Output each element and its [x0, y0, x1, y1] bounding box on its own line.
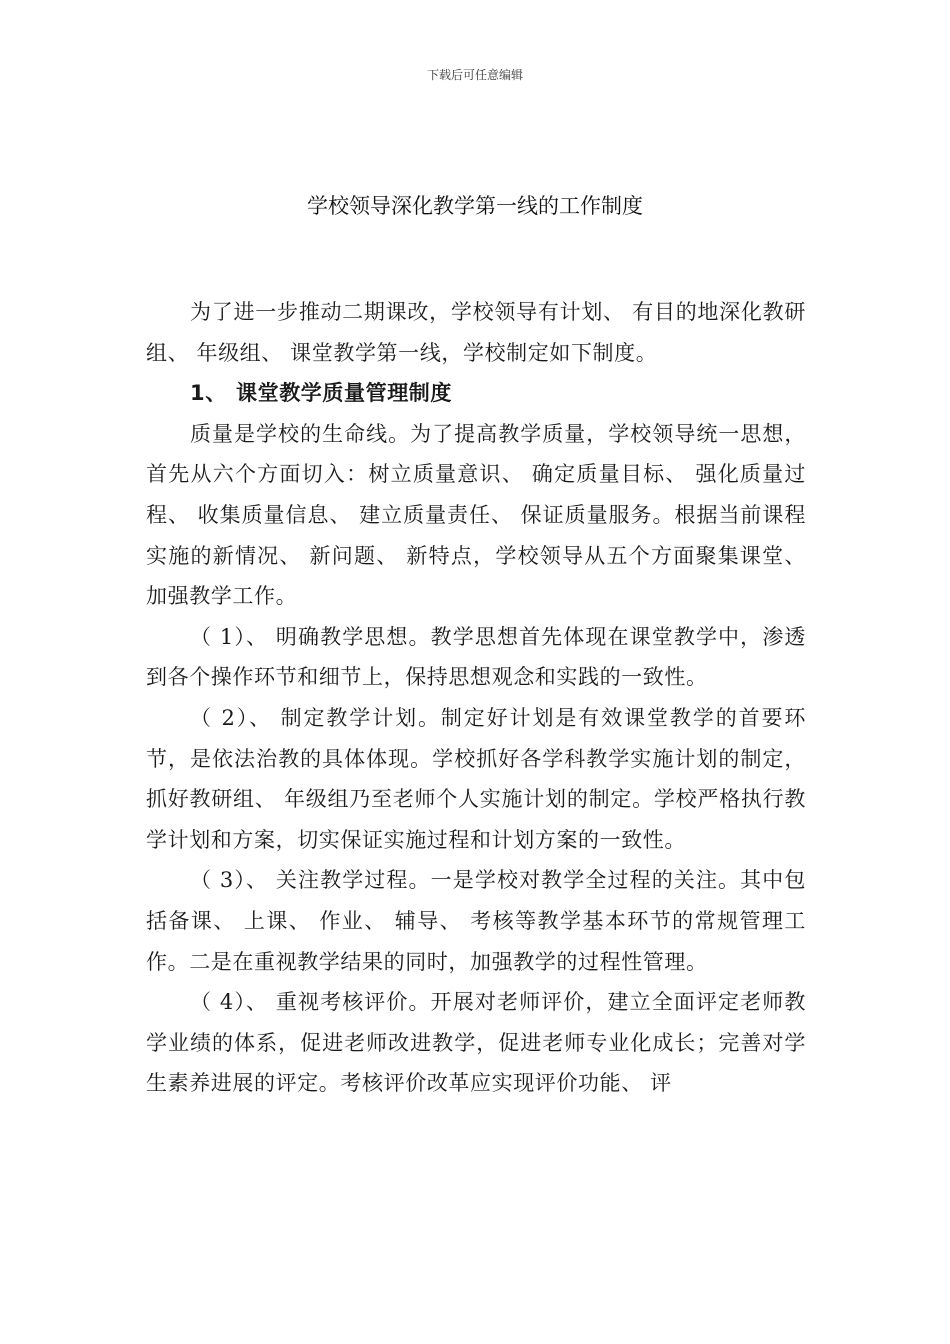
body-paragraph: （ 2）、 制定教学计划。制定好计划是有效课堂教学的首要环节，是依法治教的具体体现。学校抓好各学科教学实施计划的制定，抓好教研组、 年级组乃至老师个人实施计划的制定。学校严格执行教学计划和方案，切实保证实施过程和计划方案的一致性。	[146, 705, 806, 852]
section-heading	[146, 373, 806, 414]
body-paragraph: （ 1）、 明确教学思想。教学思想首先体现在课堂教学中，渗透到各个操作环节和细节上，保持思想观念和实践的一致性。	[146, 624, 806, 690]
header-note: 下载后可任意编辑	[426, 68, 523, 82]
section-number: 1、	[190, 381, 227, 406]
section-title: 课堂教学质量管理制度	[236, 381, 452, 406]
body-paragraph: 质量是学校的生命线。为了提高教学质量，学校领导统一思想，首先从六个方面切入：树立质量意识、 确定质量目标、 强化质量过程、 收集质量信息、 建立质量责任、 保证质量服务。根据当前课程实施的新情况、 新问题、 新特点，学校领导从五个方面聚集课堂、 加强教学工作。	[146, 421, 806, 609]
document-title: 学校领导深化教学第一线的工作制度	[307, 194, 643, 218]
body-paragraph: （ 3）、 关注教学过程。一是学校对教学全过程的关注。其中包括备课、 上课、 作业、 辅导、 考核等教学基本环节的常规管理工作。二是在重视教学结果的同时，加强教学的过程性管理。	[146, 868, 806, 974]
document-body	[146, 292, 806, 1104]
body-paragraph: （ 4）、 重视考核评价。开展对老师评价，建立全面评定老师教学业绩的体系，促进老师改进教学，促进老师专业化成长；完善对学生素养进展的评定。考核评价改革应实现评价功能、 评	[146, 990, 806, 1096]
intro-paragraph: 为了进一步推动二期课改，学校领导有计划、 有目的地深化教研组、 年级组、 课堂教学第一线，学校制定如下制度。	[146, 300, 806, 365]
